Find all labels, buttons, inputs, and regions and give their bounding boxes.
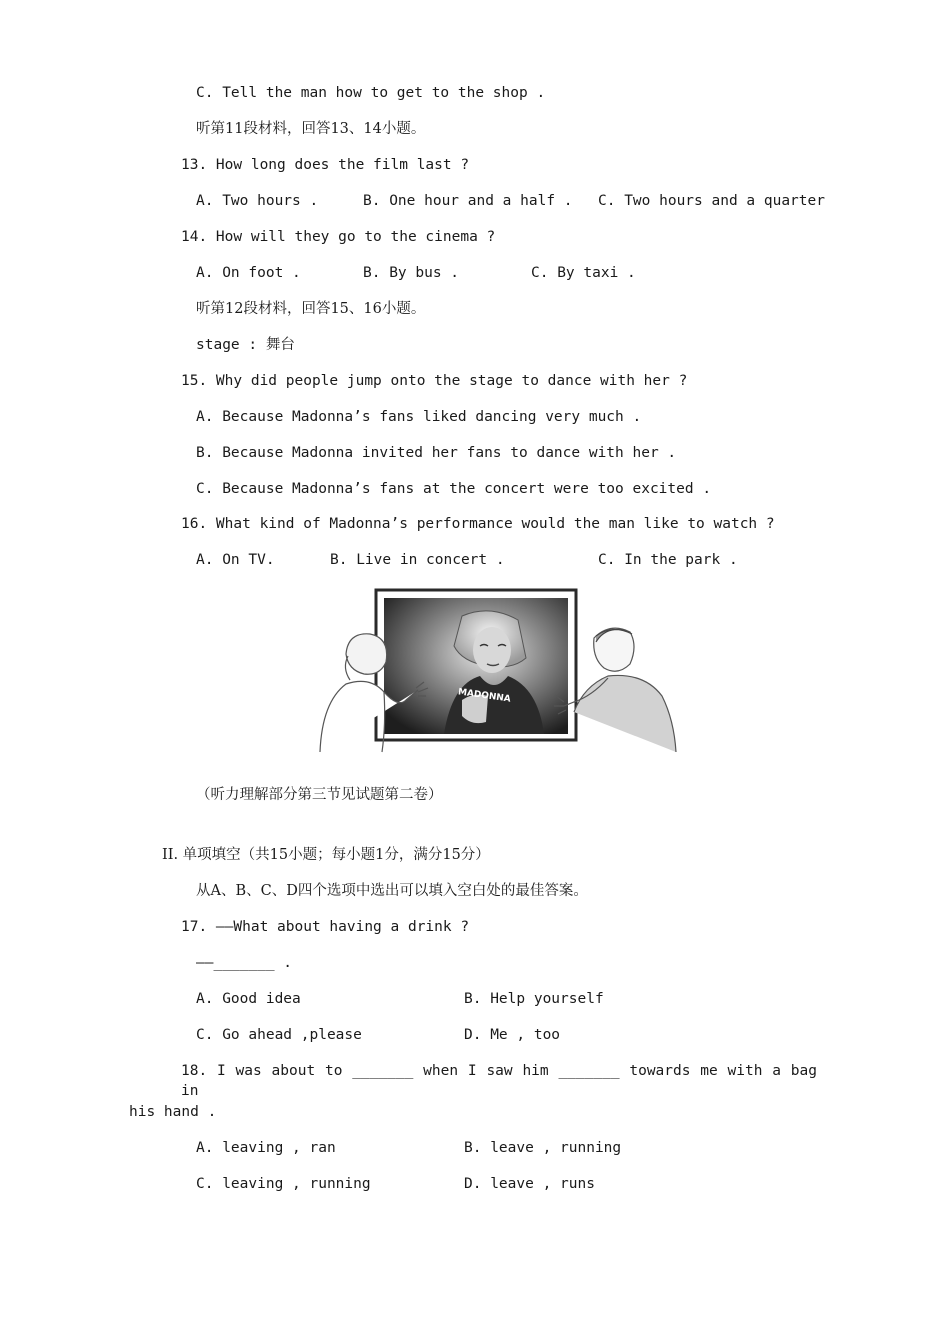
q16-option-b: B. Live in concert . xyxy=(330,552,505,568)
q18-option-c: C. leaving , running xyxy=(196,1176,371,1192)
q14-option-a: A. On foot . xyxy=(196,265,301,281)
q18-option-b: B. leave , running xyxy=(464,1140,622,1156)
q14-option-c: C. By taxi . xyxy=(531,265,636,281)
listening-note: （听力理解部分第三节见试题第二卷） xyxy=(196,787,443,803)
q12-option-c: C. Tell the man how to get to the shop . xyxy=(196,85,546,101)
q18-stem: 18. I was about to _______ when I saw him _______ towards me with a bag in xyxy=(181,1063,817,1099)
section-12-instruction: 听第12段材料，回答15、16小题。 xyxy=(196,301,426,317)
q13-stem: 13. How long does the film last ? xyxy=(181,157,470,173)
q17-stem: 17. ——What about having a drink ? xyxy=(181,919,470,935)
vocab-gloss: stage : 舞台 xyxy=(196,337,295,353)
q13-option-b: B. One hour and a half . xyxy=(363,193,573,209)
q16-option-c: C. In the park . xyxy=(598,552,738,568)
q17-option-d: D. Me , too xyxy=(464,1027,561,1043)
q17-option-a: A. Good idea xyxy=(196,991,301,1007)
q16-option-a: A. On TV. xyxy=(196,552,275,568)
q13-option-a: A. Two hours . xyxy=(196,193,319,209)
q15-option-c: C. Because Madonna’s fans at the concert were too excited . xyxy=(196,481,712,497)
madonna-poster-illustration xyxy=(312,584,682,759)
q16-stem: 16. What kind of Madonna’s performance would the man like to watch ? xyxy=(181,516,775,532)
q15-stem: 15. Why did people jump onto the stage to dance with her ? xyxy=(181,373,688,389)
q17-option-c: C. Go ahead ,please xyxy=(196,1027,362,1043)
q13-option-c: C. Two hours and a quarter xyxy=(598,193,825,209)
q14-option-b: B. By bus . xyxy=(363,265,460,281)
poster-label: MADONNA xyxy=(457,687,512,705)
section-11-instruction: 听第11段材料，回答13、14小题。 xyxy=(196,121,426,137)
q18-option-d: D. leave , runs xyxy=(464,1176,595,1192)
q15-option-a: A. Because Madonna’s fans liked dancing very much . xyxy=(196,409,642,425)
part2-instruction: 从A、B、C、D四个选项中选出可以填入空白处的最佳答案。 xyxy=(196,883,588,899)
part2-heading: II. 单项填空（共15小题；每小题1分，满分15分） xyxy=(162,847,490,863)
q17-option-b: B. Help yourself xyxy=(464,991,604,1007)
q17-reply-blank: ——_______ . xyxy=(196,955,293,971)
q18-option-a: A. leaving , ran xyxy=(196,1140,336,1156)
q18-stem-continued: his hand . xyxy=(129,1104,217,1120)
q14-stem: 14. How will they go to the cinema ? xyxy=(181,229,496,245)
q15-option-b: B. Because Madonna invited her fans to dance with her . xyxy=(196,445,677,461)
